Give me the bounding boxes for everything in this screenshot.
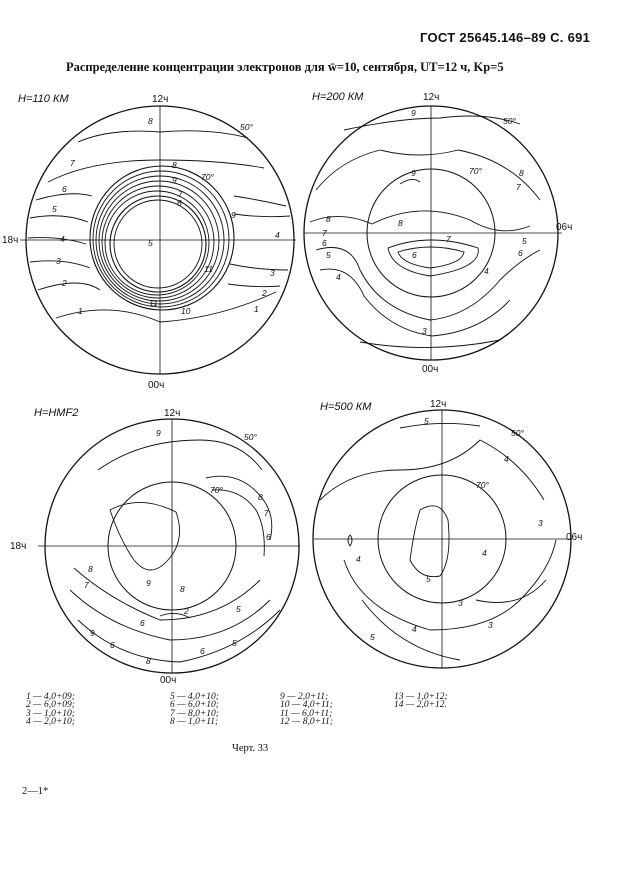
legend-item: 11 — 6,0+11; (280, 708, 333, 719)
contour-label: 8 (519, 168, 524, 178)
contour-line (400, 423, 480, 428)
figure-caption: Черт. 33 (232, 743, 269, 754)
contour-label: 4 (336, 272, 341, 282)
height-label: H=500 КМ (320, 401, 372, 413)
contour-line (98, 440, 262, 470)
contour-label: 2 (184, 606, 189, 616)
legend-item: 10 — 4,0+11; (280, 700, 333, 711)
contour-label: 7 (322, 228, 327, 238)
lat-label-50: 50° (503, 116, 516, 126)
contour-label: 3 (56, 256, 61, 266)
contour-label: 10 (181, 306, 191, 316)
contour-label: 7 (264, 508, 269, 518)
contour-label: 9 (172, 175, 177, 185)
contour-label: 9 (156, 428, 161, 438)
contour-ring (110, 196, 206, 292)
legend-item: 8 — 1,0+11; (170, 717, 219, 728)
contour-label: 9 (231, 210, 236, 220)
contour-label: 5 (52, 204, 57, 214)
contour-label: 9 (146, 578, 151, 588)
legend-item: 1 — 4,0+09; (26, 692, 75, 702)
contour-label: 5 (426, 574, 431, 584)
plot-110km (2, 93, 296, 391)
bottom-time-label: 00ч (148, 380, 165, 391)
contour-label: 3 (422, 326, 427, 336)
lat-label-50: 50° (244, 432, 257, 442)
height-label: H=HMF2 (34, 407, 79, 419)
contour-line (310, 211, 530, 231)
contour-label: 8 (146, 656, 151, 666)
contour-label: 5 (370, 632, 375, 642)
contour-label: 5 (326, 250, 331, 260)
legend-item: 9 — 2,0+11; (280, 692, 329, 702)
contour-label: 3 (488, 620, 493, 630)
legend-column-2 (170, 693, 219, 727)
contour-line (36, 194, 92, 200)
contour-label: 9 (411, 108, 416, 118)
contour-line (316, 248, 540, 321)
lat-label-70: 70° (201, 172, 214, 182)
contour-label: 4 (356, 554, 361, 564)
contour-line (400, 179, 420, 184)
contour-label: 7 (84, 580, 89, 590)
contour-label: 7 (178, 189, 183, 199)
contour-line (30, 216, 88, 222)
contour-line (316, 150, 540, 200)
contour-label: 3 (270, 268, 275, 278)
contour-line (28, 238, 86, 244)
contour-label: 6 (177, 198, 182, 208)
top-time-label: 12ч (430, 399, 447, 410)
contour-label: 3 (538, 518, 543, 528)
contour-label: 1 (254, 304, 259, 314)
contour-label: 8 (180, 584, 185, 594)
contour-label: 8 (148, 116, 153, 126)
lat-label-70: 70° (476, 480, 489, 490)
legend-item: 4 — 2,0+10; (26, 717, 75, 728)
contour-line (38, 283, 100, 290)
legend-item: 14 — 2,0+12. (394, 700, 447, 711)
contour-line (70, 590, 270, 640)
contour-label: 4 (60, 234, 65, 244)
contour-label: 6 (518, 248, 523, 258)
page-header: ГОСТ 25645.146–89 С. 691 (420, 30, 591, 45)
contour-label: 6 (266, 532, 271, 542)
legend-item: 13 — 1,0+12; (394, 692, 448, 702)
contour-label: 11 (149, 298, 158, 308)
contour-label: 6 (200, 646, 205, 656)
plot-500km (313, 399, 582, 668)
left-time-label: 18ч (2, 235, 19, 246)
bottom-time-label: 00ч (160, 675, 177, 686)
contour-label: 7 (70, 158, 75, 168)
contour-labels (356, 416, 543, 642)
contour-line (110, 502, 180, 570)
contour-line (234, 196, 286, 206)
contour-label: 3 (458, 598, 463, 608)
legend-item: 2 — 6,0+09; (26, 700, 75, 711)
contour-label: 6 (322, 238, 327, 248)
contour-label: 5 (232, 638, 237, 648)
contour-label: 9 (411, 168, 416, 178)
contour-label: 8 (398, 218, 403, 228)
contour-line (228, 284, 280, 287)
contour-line (320, 440, 544, 500)
contour-line (348, 535, 352, 546)
legend-item: 3 — 1,0+10; (26, 708, 75, 719)
contour-label: 8 (88, 564, 93, 574)
left-time-label: 18ч (10, 541, 27, 552)
lat-label-50: 50° (240, 122, 253, 132)
contour-line (74, 568, 260, 620)
contour-label: 8 (258, 492, 263, 502)
contour-ring (105, 191, 209, 295)
bottom-time-label: 00ч (422, 364, 439, 375)
legend-item: 6 — 6,0+10; (170, 700, 219, 711)
plot-hmf2 (10, 407, 300, 686)
contour-line (234, 214, 290, 217)
contour-label: 1 (78, 306, 83, 316)
legend-item: 12 — 8,0+11; (280, 717, 333, 728)
contour-line (476, 580, 546, 603)
contour-label: 11 (204, 264, 213, 274)
contour-label: 8 (172, 160, 177, 170)
contour-label: 2 (262, 288, 267, 298)
right-time-label: 06ч (566, 532, 583, 543)
height-label: H=110 КМ (18, 93, 69, 105)
contour-label: 9 (90, 628, 95, 638)
contour-label: 6 (110, 640, 115, 650)
height-label: H=200 КМ (312, 91, 364, 103)
contour-label: 5 (236, 604, 241, 614)
figure-title: Распределение концентрации электронов для w̄=10, сентября, UT=12 ч, Kp=5 (66, 60, 504, 74)
right-time-label: 06ч (556, 222, 573, 233)
contour-line (78, 131, 248, 142)
contour-label: 5 (148, 238, 153, 248)
contour-line (230, 264, 288, 270)
contour-label: 8 (326, 214, 331, 224)
contour-line (320, 269, 510, 336)
legend-item: 5 — 4,0+10; (170, 692, 219, 702)
contour-label: 7 (516, 182, 521, 192)
contour-label: 4 (482, 548, 487, 558)
contour-ring (99, 181, 219, 301)
contour-label: 5 (424, 416, 429, 426)
contour-label: 5 (522, 236, 527, 246)
contour-label: 4 (484, 266, 489, 276)
top-time-label: 12ч (152, 94, 169, 105)
legend-column-3 (280, 693, 333, 727)
lat-label-70: 70° (469, 166, 482, 176)
legend-column-1 (26, 693, 75, 727)
lat-label-70: 70° (210, 485, 223, 495)
contour-label: 6 (140, 618, 145, 628)
plot-200km (304, 91, 572, 375)
page-footer-mark: 2—1* (22, 786, 49, 797)
top-time-label: 12ч (423, 92, 440, 103)
contour-ring (90, 166, 234, 310)
contour-label: 7 (446, 234, 451, 244)
legend-item: 7 — 8,0+10; (170, 708, 219, 719)
top-time-label: 12ч (164, 408, 181, 419)
contour-label: 4 (412, 624, 417, 634)
legend-column-4 (394, 693, 448, 710)
contour-labels (84, 428, 271, 666)
contour-label: 2 (62, 278, 67, 288)
contour-label: 6 (62, 184, 67, 194)
contour-line (360, 340, 500, 348)
contour-ring (102, 186, 214, 298)
contour-label: 4 (275, 230, 280, 240)
contour-labels (322, 108, 527, 336)
contour-label: 4 (504, 454, 509, 464)
contour-label: 6 (412, 250, 417, 260)
contour-line (410, 506, 449, 577)
lat-label-50: 50° (511, 428, 524, 438)
contour-ring (114, 200, 202, 288)
